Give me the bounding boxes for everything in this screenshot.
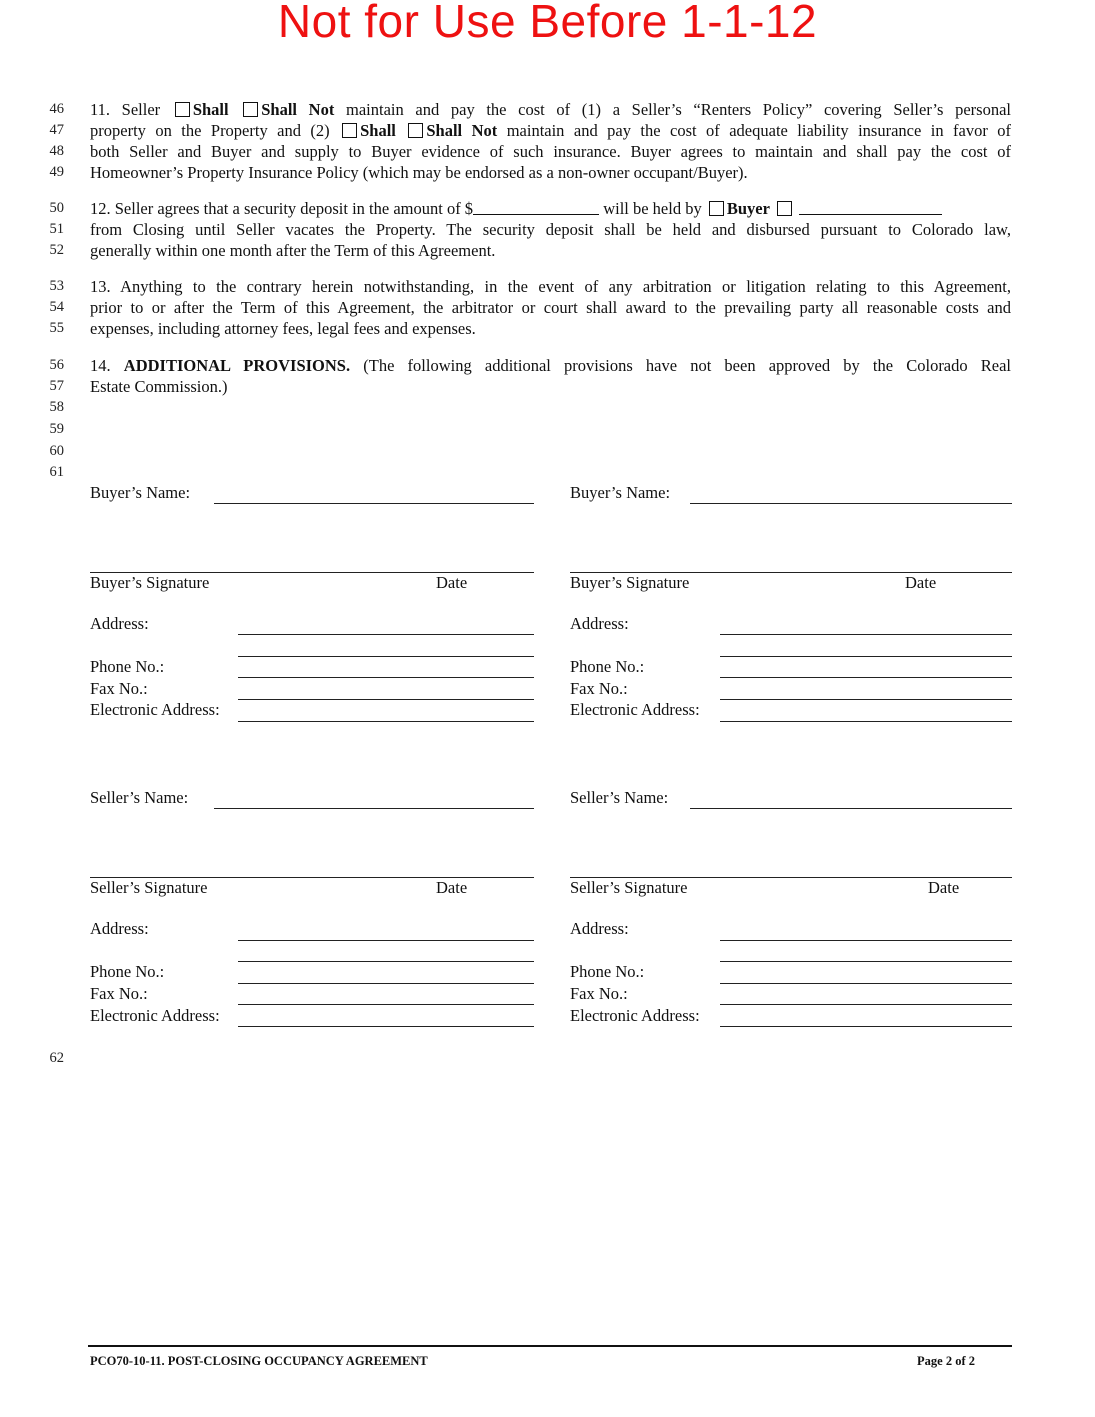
paragraph-line: expenses, including attorney fees, legal fees and expenses.: [90, 319, 476, 338]
buyer-signature-label: Buyer’s Signature: [570, 573, 690, 592]
option-label: Buyer: [726, 199, 770, 218]
seller-name-label: Seller’s Name:: [90, 788, 189, 807]
date-label: Date: [905, 573, 937, 592]
buyer-name-field[interactable]: [214, 503, 534, 504]
address-field[interactable]: [238, 634, 534, 635]
fax-label: Fax No.:: [570, 984, 628, 1003]
paragraph-line: [90, 355, 1011, 376]
address-label: Address:: [90, 614, 149, 633]
address-label: Address:: [570, 614, 629, 633]
line-number: 53: [49, 278, 64, 294]
option-label: Shall Not: [261, 100, 335, 119]
fax-label: Fax No.:: [570, 679, 628, 698]
footer-form-title: PCO70-10-11. POST-CLOSING OCCUPANCY AGREEMENT: [90, 1354, 428, 1368]
footer-rule: [88, 1345, 1012, 1347]
paragraph-line: prior to or after the Term of this Agreement, the arbitrator or court shall award to the prevailing party all reasonable costs and: [90, 298, 1011, 317]
seller-shall-checkbox[interactable]: [175, 102, 190, 117]
line-number: 57: [49, 378, 64, 394]
seller-name-label: Seller’s Name:: [570, 788, 669, 807]
line-number: 55: [49, 320, 64, 336]
option-label: Shall: [360, 121, 396, 140]
held-by-other-field[interactable]: [799, 200, 942, 215]
deposit-amount-field[interactable]: [473, 200, 599, 215]
line-number: 47: [49, 122, 64, 138]
address-field-2[interactable]: [720, 961, 1012, 962]
text: maintain and pay the cost of adequate liability insurance in favor of: [506, 121, 1011, 140]
address-label: Address:: [90, 919, 149, 938]
seller-name-field[interactable]: [214, 808, 534, 809]
text: (The following additional provisions have not been approved by the Colorado Real: [363, 356, 1011, 375]
watermark-banner: Not for Use Before 1-1-12: [277, 0, 818, 47]
fax-label: Fax No.:: [90, 984, 148, 1003]
electronic-address-field[interactable]: [720, 721, 1012, 722]
buyer-name-label: Buyer’s Name:: [570, 483, 671, 502]
seller-signature-label: Seller’s Signature: [90, 878, 208, 897]
held-by-other-checkbox[interactable]: [777, 201, 792, 216]
text: property on the Property and (2): [90, 121, 330, 140]
text: maintain and pay the cost of (1) a Seller’s “Renters Policy” covering Seller’s personal: [346, 100, 1011, 119]
phone-label: Phone No.:: [90, 962, 165, 981]
electronic-address-label: Electronic Address:: [570, 1006, 700, 1025]
line-number: 61: [49, 464, 64, 480]
line-number: 56: [49, 357, 64, 373]
fax-field[interactable]: [238, 1004, 534, 1005]
line-number: 49: [49, 164, 64, 180]
paragraph-line: generally within one month after the Term of this Agreement.: [90, 241, 496, 260]
line-number: 50: [49, 200, 64, 216]
option-label: Shall Not: [426, 121, 498, 140]
phone-field[interactable]: [720, 983, 1012, 984]
line-number: 48: [49, 143, 64, 159]
paragraph-11: [90, 99, 1011, 183]
phone-field[interactable]: [720, 677, 1012, 678]
paragraph-14: [90, 355, 1011, 397]
electronic-address-label: Electronic Address:: [90, 700, 220, 719]
paragraph-line: 13. Anything to the contrary herein notwithstanding, in the event of any arbitration or litigation relating to this Agreement,: [90, 277, 1011, 296]
line-number: 60: [49, 443, 64, 459]
paragraph-line: Estate Commission.): [90, 377, 228, 396]
paragraph-line: Homeowner’s Property Insurance Policy (which may be endorsed as a non-owner occupant/Buyer).: [90, 163, 748, 182]
seller-shall-not-checkbox[interactable]: [243, 102, 258, 117]
paragraph-line: [90, 198, 1011, 219]
line-number: 54: [49, 299, 64, 315]
fax-field[interactable]: [720, 1004, 1012, 1005]
buyer-name-label: Buyer’s Name:: [90, 483, 191, 502]
paragraph-line: both Seller and Buyer and supply to Buyer evidence of such insurance. Buyer agrees to maintain and shall pay the cost of: [90, 142, 1011, 161]
line-number: 62: [49, 1050, 64, 1066]
address-field-2[interactable]: [238, 961, 534, 962]
paragraph-line: [90, 99, 1011, 120]
paragraph-line: from Closing until Seller vacates the Property. The security deposit shall be held and disbursed pursuant to Colorado law,: [90, 220, 1011, 239]
fax-field[interactable]: [720, 699, 1012, 700]
phone-label: Phone No.:: [570, 962, 645, 981]
text: 11. Seller: [90, 100, 161, 119]
option-label: Shall: [192, 100, 229, 119]
address-field-2[interactable]: [238, 656, 534, 657]
line-number: 58: [49, 399, 64, 415]
seller-signature-label: Seller’s Signature: [570, 878, 688, 897]
held-by-buyer-checkbox[interactable]: [709, 201, 724, 216]
buyer-signature-label: Buyer’s Signature: [90, 573, 210, 592]
paragraph-12: [90, 198, 1011, 261]
address-label: Address:: [570, 919, 629, 938]
address-field[interactable]: [720, 940, 1012, 941]
phone-field[interactable]: [238, 677, 534, 678]
phone-label: Phone No.:: [90, 657, 165, 676]
electronic-address-field[interactable]: [238, 721, 534, 722]
electronic-address-field[interactable]: [720, 1026, 1012, 1027]
address-field-2[interactable]: [720, 656, 1012, 657]
paragraph-line: [90, 120, 1011, 141]
seller-name-field[interactable]: [690, 808, 1012, 809]
date-label: Date: [436, 573, 468, 592]
phone-label: Phone No.:: [570, 657, 645, 676]
line-number: 52: [49, 242, 64, 258]
address-field[interactable]: [720, 634, 1012, 635]
electronic-address-field[interactable]: [238, 1026, 534, 1027]
address-field[interactable]: [238, 940, 534, 941]
line-number: 51: [49, 221, 64, 237]
paragraph-13: [90, 276, 1011, 339]
date-label: Date: [928, 878, 960, 897]
text: 14.: [90, 356, 111, 375]
buyer-name-field[interactable]: [690, 503, 1012, 504]
footer-page-number: Page 2 of 2: [917, 1354, 975, 1368]
date-label: Date: [436, 878, 468, 897]
phone-field[interactable]: [238, 983, 534, 984]
text: 12. Seller agrees that a security deposit in the amount of $: [90, 199, 474, 218]
electronic-address-label: Electronic Address:: [570, 700, 700, 719]
liability-shall-not-checkbox[interactable]: [408, 123, 423, 138]
liability-shall-checkbox[interactable]: [342, 123, 357, 138]
fax-field[interactable]: [238, 699, 534, 700]
fax-label: Fax No.:: [90, 679, 148, 698]
text: will be held by: [603, 199, 702, 218]
line-number: 59: [49, 421, 64, 437]
section-heading: ADDITIONAL PROVISIONS.: [123, 356, 351, 375]
electronic-address-label: Electronic Address:: [90, 1006, 220, 1025]
line-number: 46: [49, 101, 64, 117]
